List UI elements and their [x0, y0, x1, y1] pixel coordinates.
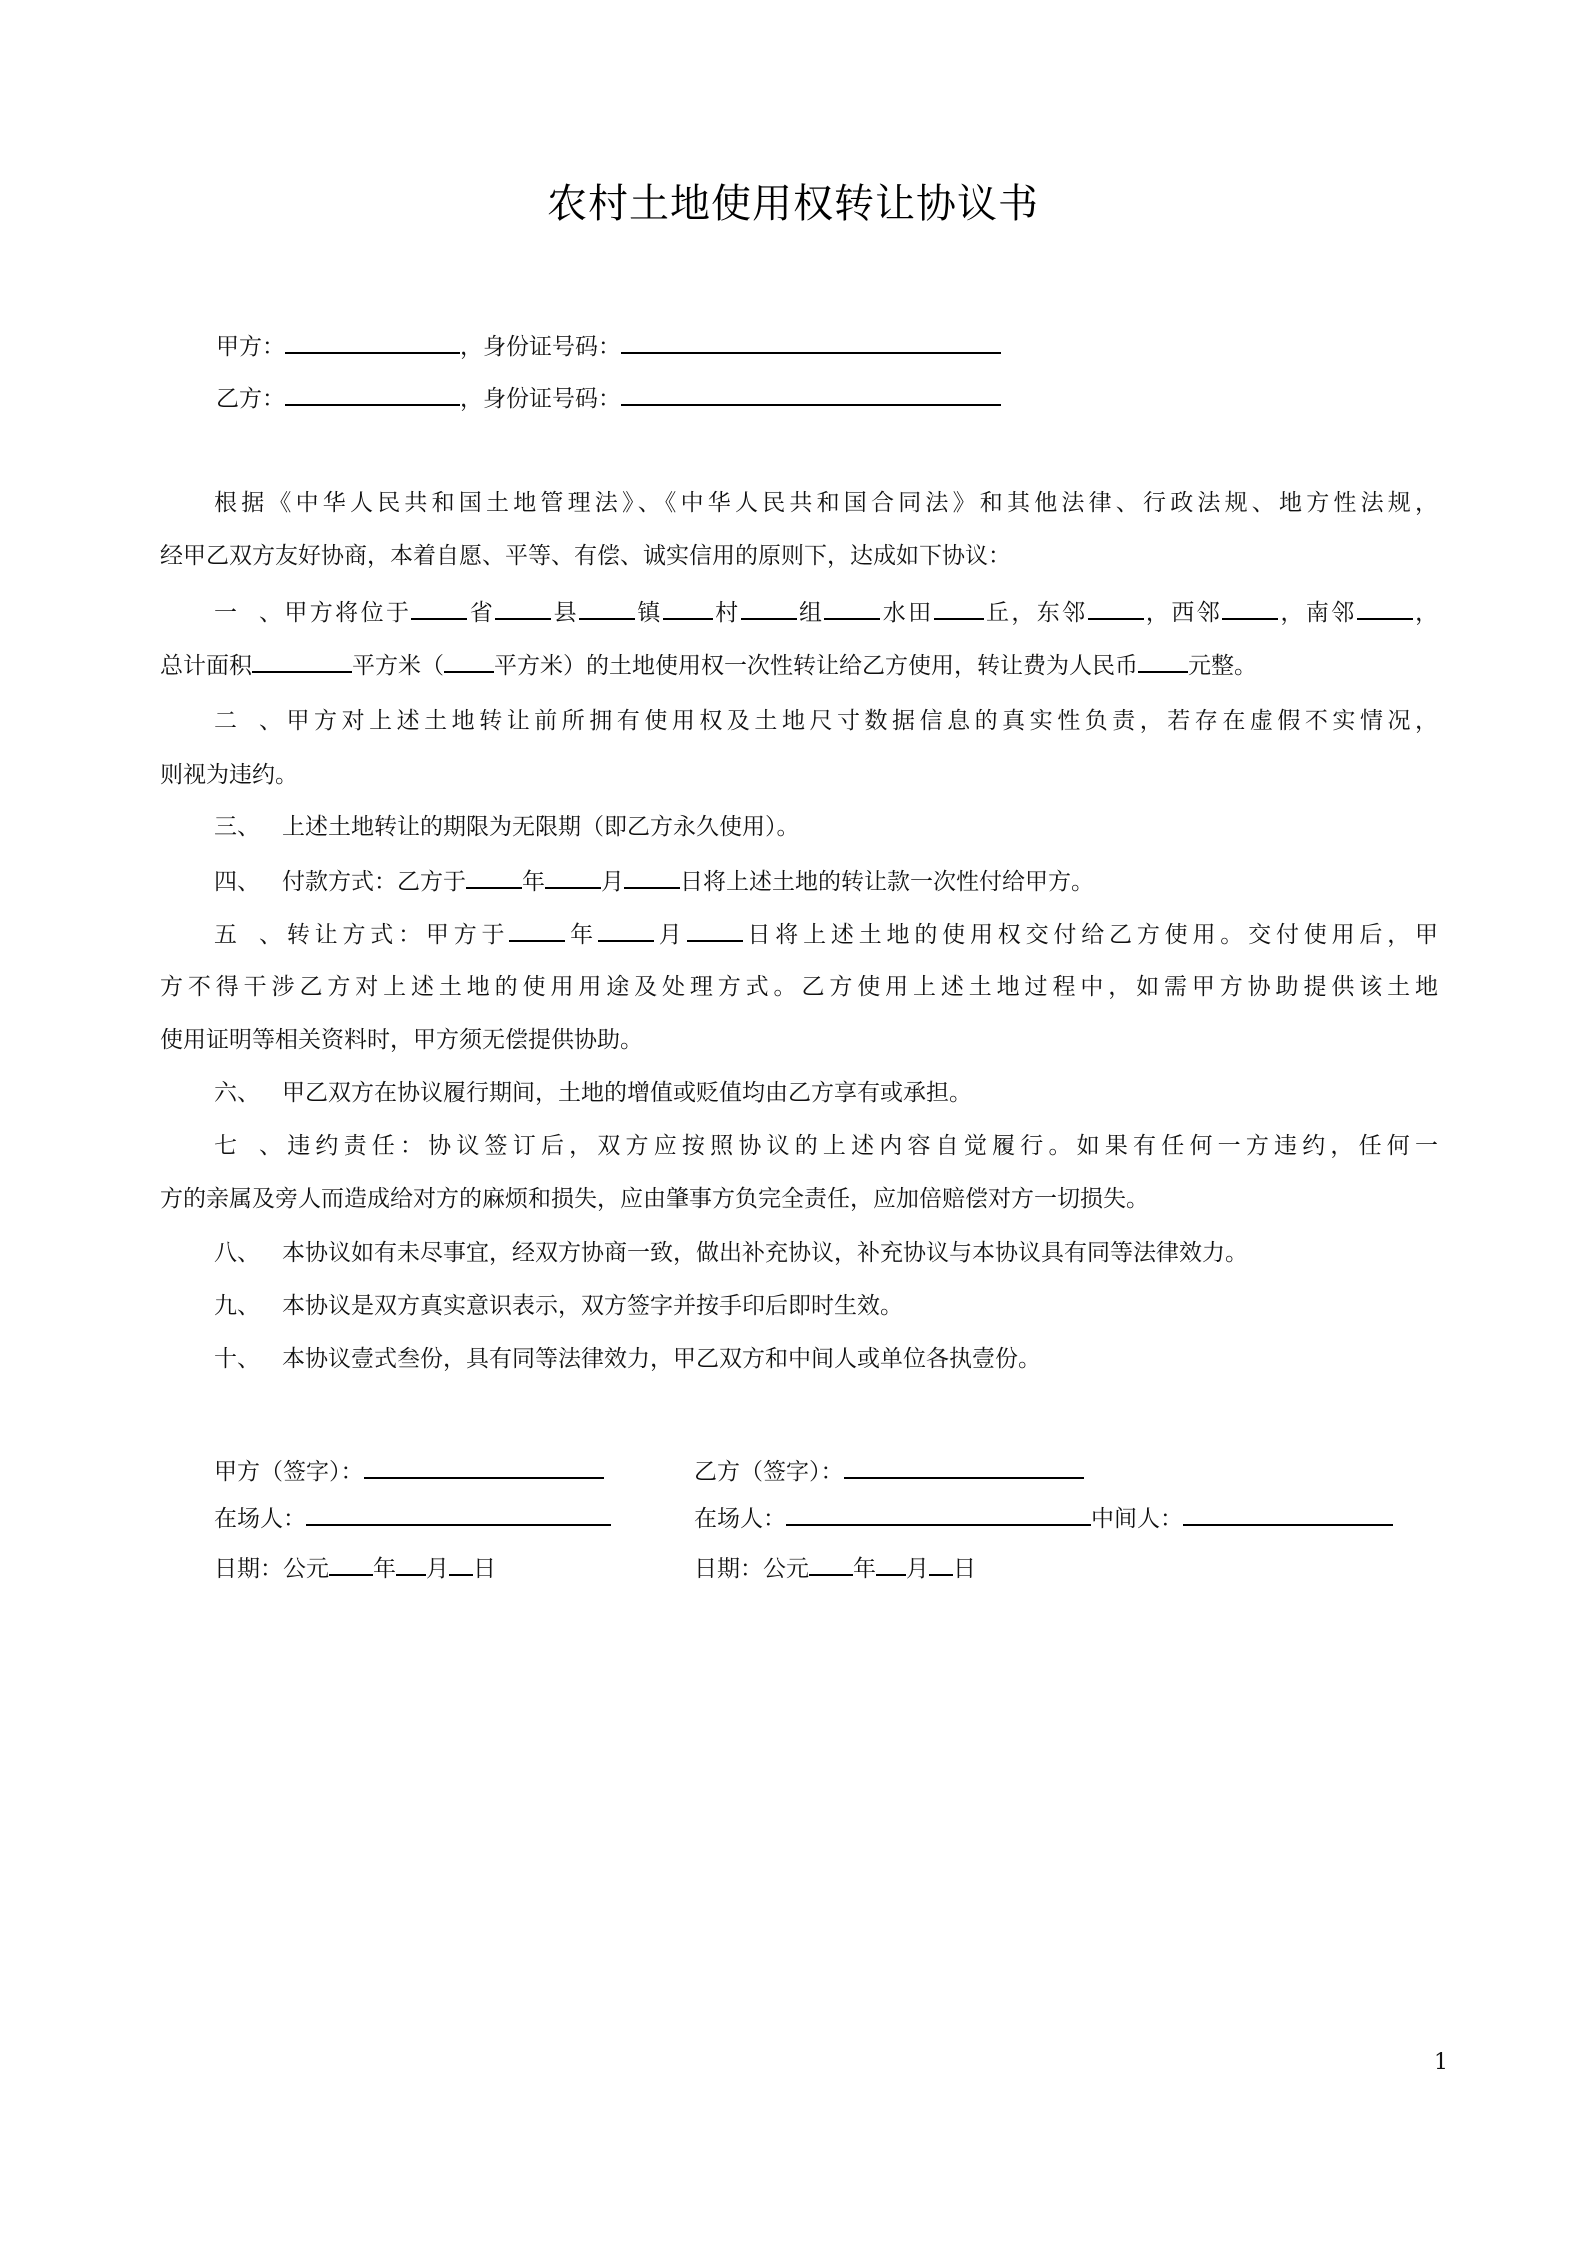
party-a-label: 甲方： — [216, 334, 285, 360]
date-b-year-field[interactable] — [809, 1552, 853, 1576]
clause-text: 本协议是双方真实意识表示，双方签字并按手印后即时生效。 — [282, 1293, 903, 1319]
clause-text: 本协议壹式叁份，具有同等法律效力，甲乙双方和中间人或单位各执壹份。 — [282, 1346, 1041, 1372]
document-title: 农村土地使用权转让协议书 — [547, 181, 1039, 227]
day-label: 日 — [473, 1556, 496, 1582]
date-b-row — [694, 1552, 976, 1584]
party-b-id-field[interactable] — [621, 382, 1001, 406]
date-a-row — [214, 1552, 496, 1584]
clause-text: 水田 — [880, 600, 934, 626]
clause-text: 年 — [522, 869, 545, 895]
clause-1-line-2 — [160, 649, 1257, 681]
party-b-label: 乙方： — [216, 386, 285, 412]
group-field-2[interactable] — [824, 596, 880, 620]
town-field[interactable] — [579, 596, 635, 620]
party-a-name-field[interactable] — [285, 330, 460, 354]
party-b-id-label: 身份证号码： — [483, 386, 621, 412]
month-label: 月 — [426, 1556, 449, 1582]
clause-text: 甲乙双方在协议履行期间，土地的增值或贬值均由乙方享有或承担。 — [282, 1080, 972, 1106]
province-field[interactable] — [411, 596, 467, 620]
payment-year-field[interactable] — [466, 865, 522, 889]
party-a-id-label: 身份证号码： — [483, 334, 621, 360]
clause-number: 十、 — [214, 1346, 260, 1372]
party-a-id-field[interactable] — [621, 330, 1001, 354]
middleman-label: 中间人： — [1091, 1506, 1183, 1532]
area-secondary-field[interactable] — [444, 649, 494, 673]
clause-8 — [214, 1238, 1248, 1268]
clause-7-line-2: 方的亲属及旁人而造成给对方的麻烦和损失，应由肇事方负完全责任，应加倍赔偿对方一切损失。 — [160, 1186, 1149, 1212]
year-label: 年 — [373, 1556, 396, 1582]
clause-10 — [214, 1344, 1041, 1374]
clause-2-line-1 — [214, 706, 1438, 736]
witness-a-label: 在场人： — [214, 1506, 306, 1532]
clause-text: 本协议如有未尽事宜，经双方协商一致，做出补充协议，补充协议与本协议具有同等法律效力。 — [282, 1240, 1248, 1266]
south-neighbor-field[interactable] — [1357, 596, 1413, 620]
party-a-signature-row — [214, 1455, 604, 1487]
clause-text: 日将上述土地的转让款一次性付给甲方。 — [680, 869, 1094, 895]
west-neighbor-field[interactable] — [1222, 596, 1278, 620]
date-a-month-field[interactable] — [396, 1552, 426, 1576]
clause-5-line-2: 方不得干涉乙方对上述土地的使用用途及处理方式。乙方使用上述土地过程中，如需甲方协助提供该土地 — [160, 974, 1438, 1000]
clause-number: 六、 — [214, 1080, 260, 1106]
middleman-field[interactable] — [1183, 1502, 1393, 1526]
witness-b-label: 在场人： — [694, 1506, 786, 1532]
clause-3 — [214, 812, 800, 842]
date-b-label: 日期：公元 — [694, 1556, 809, 1582]
clause-2-line-2: 则视为违约。 — [160, 762, 298, 788]
county-field[interactable] — [495, 596, 551, 620]
clause-text: 月 — [653, 922, 687, 948]
clause-text: 甲方对上述土地转让前所拥有使用权及土地尺寸数据信息的真实性负责，若存在虚假不实情况， — [282, 708, 1438, 734]
clause-number: 三、 — [214, 814, 260, 840]
clause-4 — [214, 865, 1094, 897]
total-area-field[interactable] — [252, 649, 352, 673]
clause-text: 年 — [565, 922, 598, 948]
page-number: 1 — [1434, 2050, 1448, 2075]
party-b-signature-field[interactable] — [844, 1455, 1084, 1479]
date-b-day-field[interactable] — [929, 1552, 953, 1576]
clause-number: 一、 — [214, 600, 282, 626]
date-a-label: 日期：公元 — [214, 1556, 329, 1582]
clause-text: 平方米）的土地使用权一次性转让给乙方使用，转让费为人民币 — [494, 653, 1138, 679]
clause-text: 总计面积 — [160, 653, 252, 679]
day-label: 日 — [953, 1556, 976, 1582]
preamble-line-2: 经甲乙双方友好协商，本着自愿、平等、有偿、诚实信用的原则下，达成如下协议： — [160, 543, 1011, 569]
clause-text: ，南邻 — [1278, 600, 1357, 626]
separator: ， — [460, 334, 483, 360]
clause-text: 日将上述土地的使用权交付给乙方使用。交付使用后，甲 — [742, 922, 1439, 948]
clause-6 — [214, 1078, 972, 1108]
clause-text: 月 — [601, 869, 624, 895]
clause-text: 组 — [796, 600, 825, 626]
clause-text: 丘，东邻 — [983, 600, 1088, 626]
party-a-signature-field[interactable] — [364, 1455, 604, 1479]
transfer-day-field[interactable] — [687, 918, 743, 942]
transfer-year-field[interactable] — [509, 918, 565, 942]
party-b-signature-row — [694, 1455, 1084, 1487]
clause-text: 付款方式：乙方于 — [282, 869, 466, 895]
clause-text: ， — [1412, 600, 1439, 626]
clause-text: 村 — [712, 600, 741, 626]
witness-b-row — [694, 1502, 1393, 1534]
clause-number: 八、 — [214, 1240, 260, 1266]
clause-text: 元整。 — [1188, 653, 1257, 679]
transfer-month-field[interactable] — [598, 918, 654, 942]
clause-number: 九、 — [214, 1293, 260, 1319]
date-a-day-field[interactable] — [449, 1552, 473, 1576]
payment-day-field[interactable] — [624, 865, 680, 889]
clause-number: 二、 — [214, 708, 282, 734]
clause-text: 镇 — [634, 600, 663, 626]
clause-number: 四、 — [214, 869, 260, 895]
clause-1-line-1 — [214, 596, 1438, 628]
east-neighbor-field[interactable] — [1088, 596, 1144, 620]
clause-9 — [214, 1291, 903, 1321]
clause-text: ，西邻 — [1143, 600, 1223, 626]
date-a-year-field[interactable] — [329, 1552, 373, 1576]
clause-5-line-3: 使用证明等相关资料时，甲方须无偿提供协助。 — [160, 1027, 643, 1053]
party-b-row — [216, 382, 1001, 414]
clause-text: 省 — [467, 600, 496, 626]
party-b-name-field[interactable] — [285, 382, 460, 406]
clause-text: 违约责任：协议签订后，双方应按照协议的上述内容自觉履行。如果有任何一方违约，任何一 — [282, 1133, 1438, 1159]
party-a-row — [216, 330, 1001, 362]
witness-a-row — [214, 1502, 611, 1534]
clause-text: 转让方式：甲方于 — [282, 922, 510, 948]
price-field[interactable] — [1138, 649, 1188, 673]
group-field[interactable] — [741, 596, 797, 620]
clause-7-line-1 — [214, 1131, 1438, 1161]
plot-field[interactable] — [934, 596, 984, 620]
separator: ， — [460, 386, 483, 412]
clause-text: 县 — [551, 600, 579, 626]
village-field[interactable] — [663, 596, 713, 620]
clause-text: 甲方将位于 — [282, 600, 412, 626]
clause-text: 上述土地转让的期限为无限期（即乙方永久使用）。 — [282, 814, 800, 840]
witness-a-field[interactable] — [306, 1502, 611, 1526]
year-label: 年 — [853, 1556, 876, 1582]
party-a-signature-label: 甲方（签字）： — [214, 1459, 364, 1485]
month-label: 月 — [906, 1556, 929, 1582]
clause-number: 五、 — [214, 922, 282, 948]
party-b-signature-label: 乙方（签字）： — [694, 1459, 844, 1485]
preamble-line-1: 根据《中华人民共和国土地管理法》、《中华人民共和国合同法》和其他法律、行政法规、地方性法规， — [214, 490, 1438, 516]
clause-5-line-1 — [214, 918, 1438, 950]
clause-text: 平方米（ — [352, 653, 444, 679]
witness-b-field[interactable] — [786, 1502, 1091, 1526]
payment-month-field[interactable] — [545, 865, 601, 889]
clause-number: 七、 — [214, 1133, 282, 1159]
date-b-month-field[interactable] — [876, 1552, 906, 1576]
